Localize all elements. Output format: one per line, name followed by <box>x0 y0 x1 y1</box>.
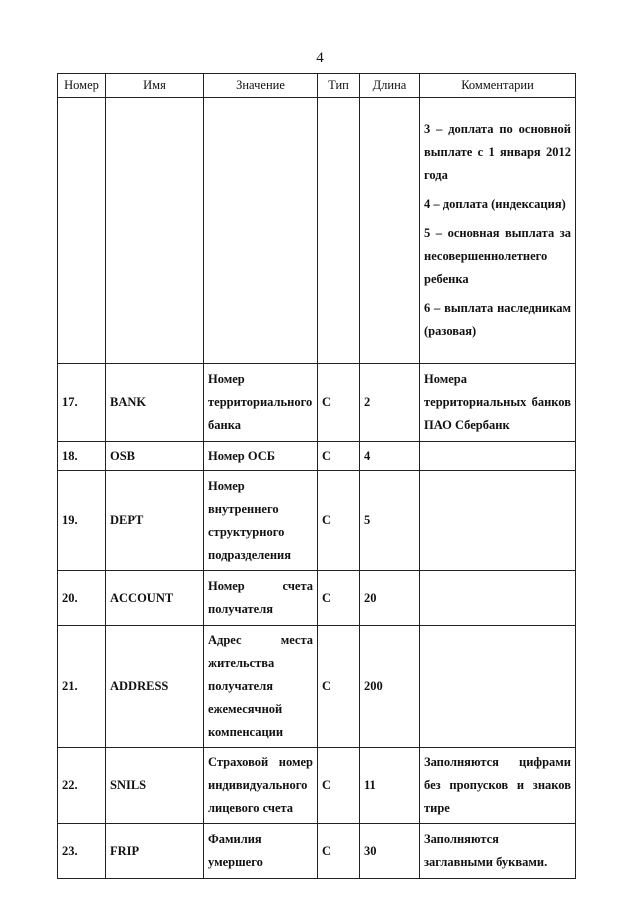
header-comments: Комментарии <box>420 74 576 98</box>
fields-table <box>57 73 576 879</box>
cell-number <box>58 98 106 364</box>
cell-length: 5 <box>360 471 420 571</box>
table-row <box>58 364 576 442</box>
table-row <box>58 626 576 748</box>
cell-comments <box>420 98 576 364</box>
cell-length: 30 <box>360 824 420 879</box>
cell-value: Номер ОСБ <box>204 442 318 471</box>
header-number: Номер <box>58 74 106 98</box>
table-row <box>58 98 576 364</box>
cell-name: BANK <box>106 364 204 442</box>
cell-type: C <box>318 442 360 471</box>
cell-value: Фамилия умершего <box>204 824 318 879</box>
comment-line: Номера территориальных банков ПАО Сбербанк <box>424 372 571 432</box>
cell-number: 20. <box>58 571 106 626</box>
cell-length: 200 <box>360 626 420 748</box>
cell-name: DEPT <box>106 471 204 571</box>
cell-length: 2 <box>360 364 420 442</box>
comment-line: Заполняются заглавными буквами. <box>424 832 548 869</box>
cell-number: 23. <box>58 824 106 879</box>
page-number: 4 <box>316 50 324 66</box>
cell-type: C <box>318 571 360 626</box>
comment-line: 5 – основная выплата за несовершеннолетнего ребенка <box>424 226 571 286</box>
cell-type: C <box>318 471 360 571</box>
cell-name <box>106 98 204 364</box>
cell-name: FRIP <box>106 824 204 879</box>
cell-value <box>204 98 318 364</box>
cell-type <box>318 98 360 364</box>
comment-line: Заполняются цифрами без пропусков и знаков тире <box>424 755 571 815</box>
cell-name: ACCOUNT <box>106 571 204 626</box>
cell-length: 11 <box>360 748 420 824</box>
cell-number: 19. <box>58 471 106 571</box>
cell-comments <box>420 442 576 471</box>
cell-value: Адрес места жительства получателя ежемесячной компенсации <box>204 626 318 748</box>
cell-value: Страховой номер индивидуального лицевого счета <box>204 748 318 824</box>
cell-name: SNILS <box>106 748 204 824</box>
cell-type: C <box>318 748 360 824</box>
cell-number: 22. <box>58 748 106 824</box>
cell-value: Номер внутреннего структурного подразделения <box>204 471 318 571</box>
table-row <box>58 442 576 471</box>
cell-name: OSB <box>106 442 204 471</box>
cell-length: 4 <box>360 442 420 471</box>
header-value: Значение <box>204 74 318 98</box>
cell-comments <box>420 471 576 571</box>
cell-comments <box>420 824 576 879</box>
cell-comments <box>420 626 576 748</box>
header-length: Длина <box>360 74 420 98</box>
comment-line: 6 – выплата наследникам (разовая) <box>424 301 571 338</box>
cell-number: 18. <box>58 442 106 471</box>
cell-value: Номер счета получателя <box>204 571 318 626</box>
table-row <box>58 471 576 571</box>
table-row <box>58 571 576 626</box>
cell-type: C <box>318 824 360 879</box>
cell-value: Номер территориального банка <box>204 364 318 442</box>
cell-number: 17. <box>58 364 106 442</box>
comment-line: 3 – доплата по основной выплате с 1 января 2012 года <box>424 122 571 182</box>
cell-comments <box>420 364 576 442</box>
cell-comments <box>420 571 576 626</box>
cell-name: ADDRESS <box>106 626 204 748</box>
table-header-row <box>58 74 576 98</box>
cell-type: C <box>318 364 360 442</box>
cell-comments <box>420 748 576 824</box>
table-row <box>58 748 576 824</box>
cell-type: C <box>318 626 360 748</box>
cell-length <box>360 98 420 364</box>
table-row <box>58 824 576 879</box>
comment-line: 4 – доплата (индексация) <box>424 197 566 211</box>
cell-length: 20 <box>360 571 420 626</box>
header-type: Тип <box>318 74 360 98</box>
header-name: Имя <box>106 74 204 98</box>
cell-number: 21. <box>58 626 106 748</box>
